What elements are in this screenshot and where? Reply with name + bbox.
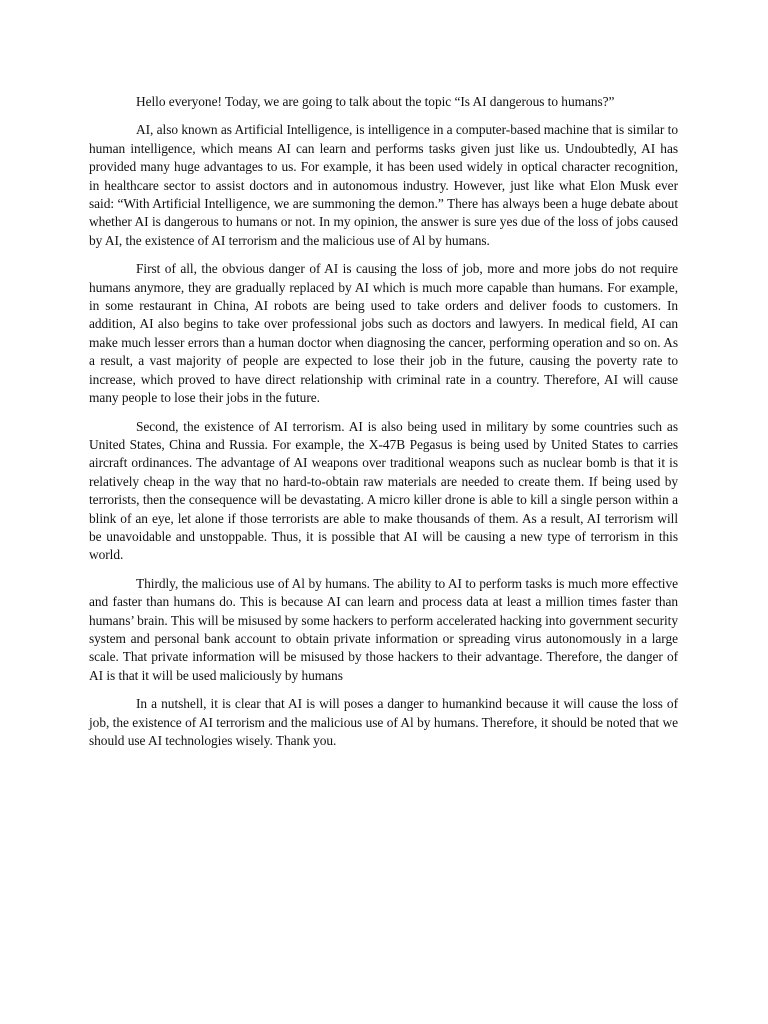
paragraph-introduction: Hello everyone! Today, we are going to talk about the topic “Is AI dangerous to humans?” — [136, 94, 615, 109]
paragraph-job-loss: First of all, the obvious danger of AI is causing the loss of job, more and more jobs do not require humans anymore, they are gradually replaced by AI which is much more capable than humans. For example, in some restaurant in China, AI robots are being used to take orders and deliver foods to customers. In addition, AI also begins to take over professional jobs such as doctors and lawyers. In medical field, AI can make much lesser errors than a human doctor when diagnosing the cancer, performing operation and so on. As a result, a vast majority of people are expected to lose their job in the future, causing the poverty rate to increase, which proved to have direct relationship with criminal rate in a country. Therefore, AI will cause many people to lose their jobs in the future. — [89, 261, 678, 406]
paragraph-definition: AI, also known as Artificial Intelligence, is intelligence in a computer-based machine that is similar to human intelligence, which means AI can learn and performs tasks given just like us. Undoubtedly, AI has provided many huge advantages to us. For example, it has been used widely in optical character recognition, in healthcare sector to assist doctors and in autonomous industry. However, just like what Elon Musk ever said: “With Artificial Intelligence, we are summoning the demon.” There has always been a huge debate about whether AI is dangerous to humans or not. In my opinion, the answer is sure yes due of the loss of jobs caused by AI, the existence of AI terrorism and the malicious use of Al by humans. — [89, 122, 678, 248]
paragraph-ai-terrorism: Second, the existence of AI terrorism. AI is also being used in military by some countries such as United States, China and Russia. For example, the X-47B Pegasus is being used by United States to carries aircraft ordinances. The advantage of AI weapons over traditional weapons such as nuclear bomb is that it is relatively cheap in the way that no hard-to-obtain raw materials are needed to create them. If being used by terrorists, then the consequence will be devastating. A micro killer drone is able to kill a single person within a blink of an eye, let alone if those terrorists are able to make thousands of them. As a result, AI terrorism will be unavoidable and unstoppable. Thus, it is possible that AI will be causing a new type of terrorism in this world. — [89, 418, 678, 563]
document-page — [89, 93, 678, 760]
paragraph-malicious-use: Thirdly, the malicious use of Al by humans. The ability to AI to perform tasks is much more effective and faster than humans do. This is because AI can learn and process data at least a million times faster than humans’ brain. This will be misused by some hackers to perform accelerated hacking into government security system and personal bank account to obtain private information or spreading virus autonomously in a large scale. That private information will be misused by those hackers to their advantage. Therefore, the danger of AI is that it will be used maliciously by humans — [89, 575, 678, 683]
paragraph-conclusion: In a nutshell, it is clear that AI is will poses a danger to humankind because it will cause the loss of job, the existence of AI terrorism and the malicious use of Al by humans. Therefore, it should be noted that we should use AI technologies wisely. Thank you. — [89, 696, 678, 748]
